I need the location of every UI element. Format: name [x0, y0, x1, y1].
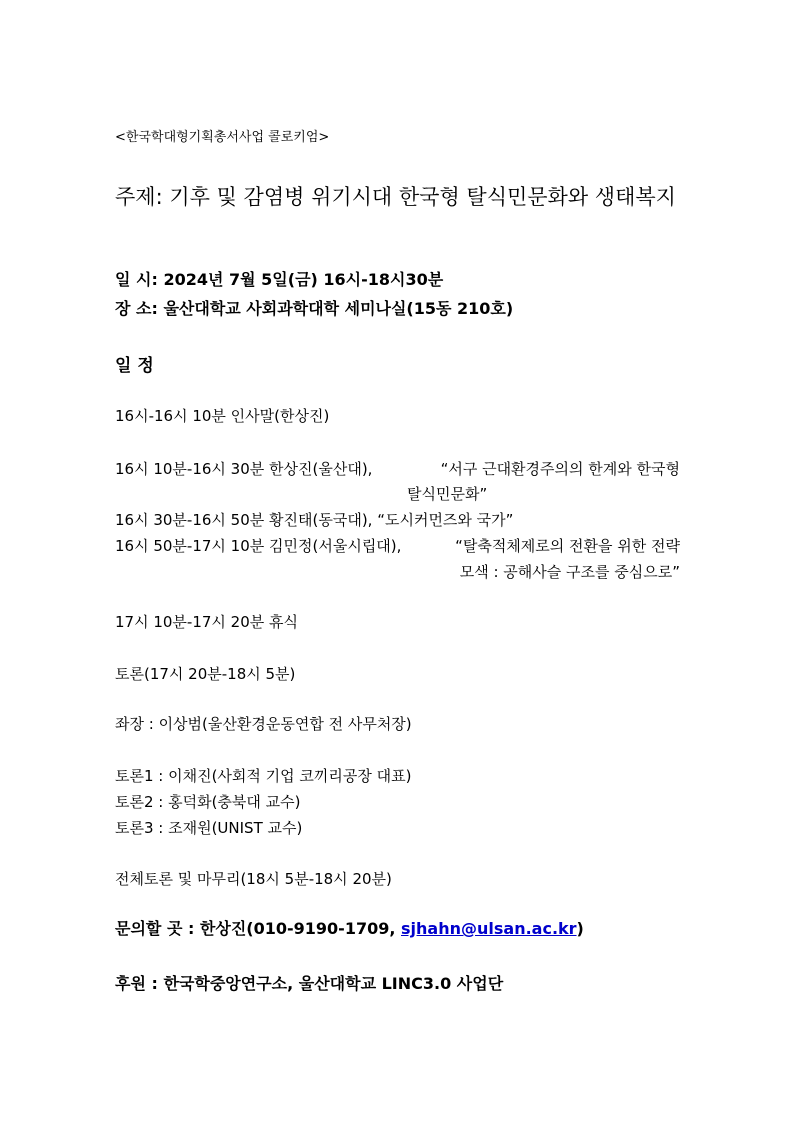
series-label: <한국학대형기획총서사업 콜로키엄>	[115, 130, 330, 145]
schedule-panel2: 토론2 : 홍덕화(충북대 교수)	[115, 793, 301, 811]
event-datetime: 일 시: 2024년 7월 5일(금) 16시-18시30분	[115, 270, 444, 289]
schedule-break: 17시 10분-17시 20분 휴식	[115, 613, 299, 631]
talk1-title-line2: 탈식민문화”	[407, 485, 488, 503]
schedule-discussion: 토론(17시 20분-18시 5분)	[115, 665, 296, 683]
schedule-talk2: 16시 30분-16시 50분 황진태(동국대), “도시커먼즈와 국가”	[115, 511, 514, 529]
contact-close: )	[576, 919, 584, 938]
talk1-time: 16시 10분-16시 30분 한상진(울산대),	[115, 460, 373, 478]
schedule-talk1	[115, 459, 680, 479]
talk1-title-line1: “서구 근대환경주의의 한계와 한국형	[440, 460, 680, 478]
contact-label: 문의할 곳 : 한상진(010-9190-1709,	[115, 919, 402, 938]
page-title: 주제: 기후 및 감염병 위기시대 한국형 탈식민문화와 생태복지	[115, 185, 676, 209]
contact-email-link[interactable]: sjhahn@ulsan.ac.kr	[401, 919, 577, 938]
schedule-chair: 좌장 : 이상범(울산환경운동연합 전 사무처장)	[115, 715, 412, 733]
schedule-heading: 일 정	[115, 356, 154, 376]
event-venue: 장 소: 울산대학교 사회과학대학 세미나실(15동 210호)	[115, 299, 514, 318]
contact-line	[115, 919, 584, 939]
talk3-title-line2: 모색 : 공해사슬 구조를 중심으로”	[459, 563, 680, 581]
talk3-time: 16시 50분-17시 10분 김민정(서울시립대),	[115, 537, 402, 555]
schedule-panel1: 토론1 : 이채진(사회적 기업 코끼리공장 대표)	[115, 767, 412, 785]
schedule-opening: 16시-16시 10분 인사말(한상진)	[115, 407, 330, 425]
schedule-closing: 전체토론 및 마무리(18시 5분-18시 20분)	[115, 870, 392, 888]
talk3-title-line1: “탈축적체제로의 전환을 위한 전략	[455, 537, 680, 555]
schedule-panel3: 토론3 : 조재원(UNIST 교수)	[115, 819, 303, 837]
sponsor-line: 후원 : 한국학중앙연구소, 울산대학교 LINC3.0 사업단	[115, 974, 504, 993]
schedule-talk3	[115, 536, 680, 556]
